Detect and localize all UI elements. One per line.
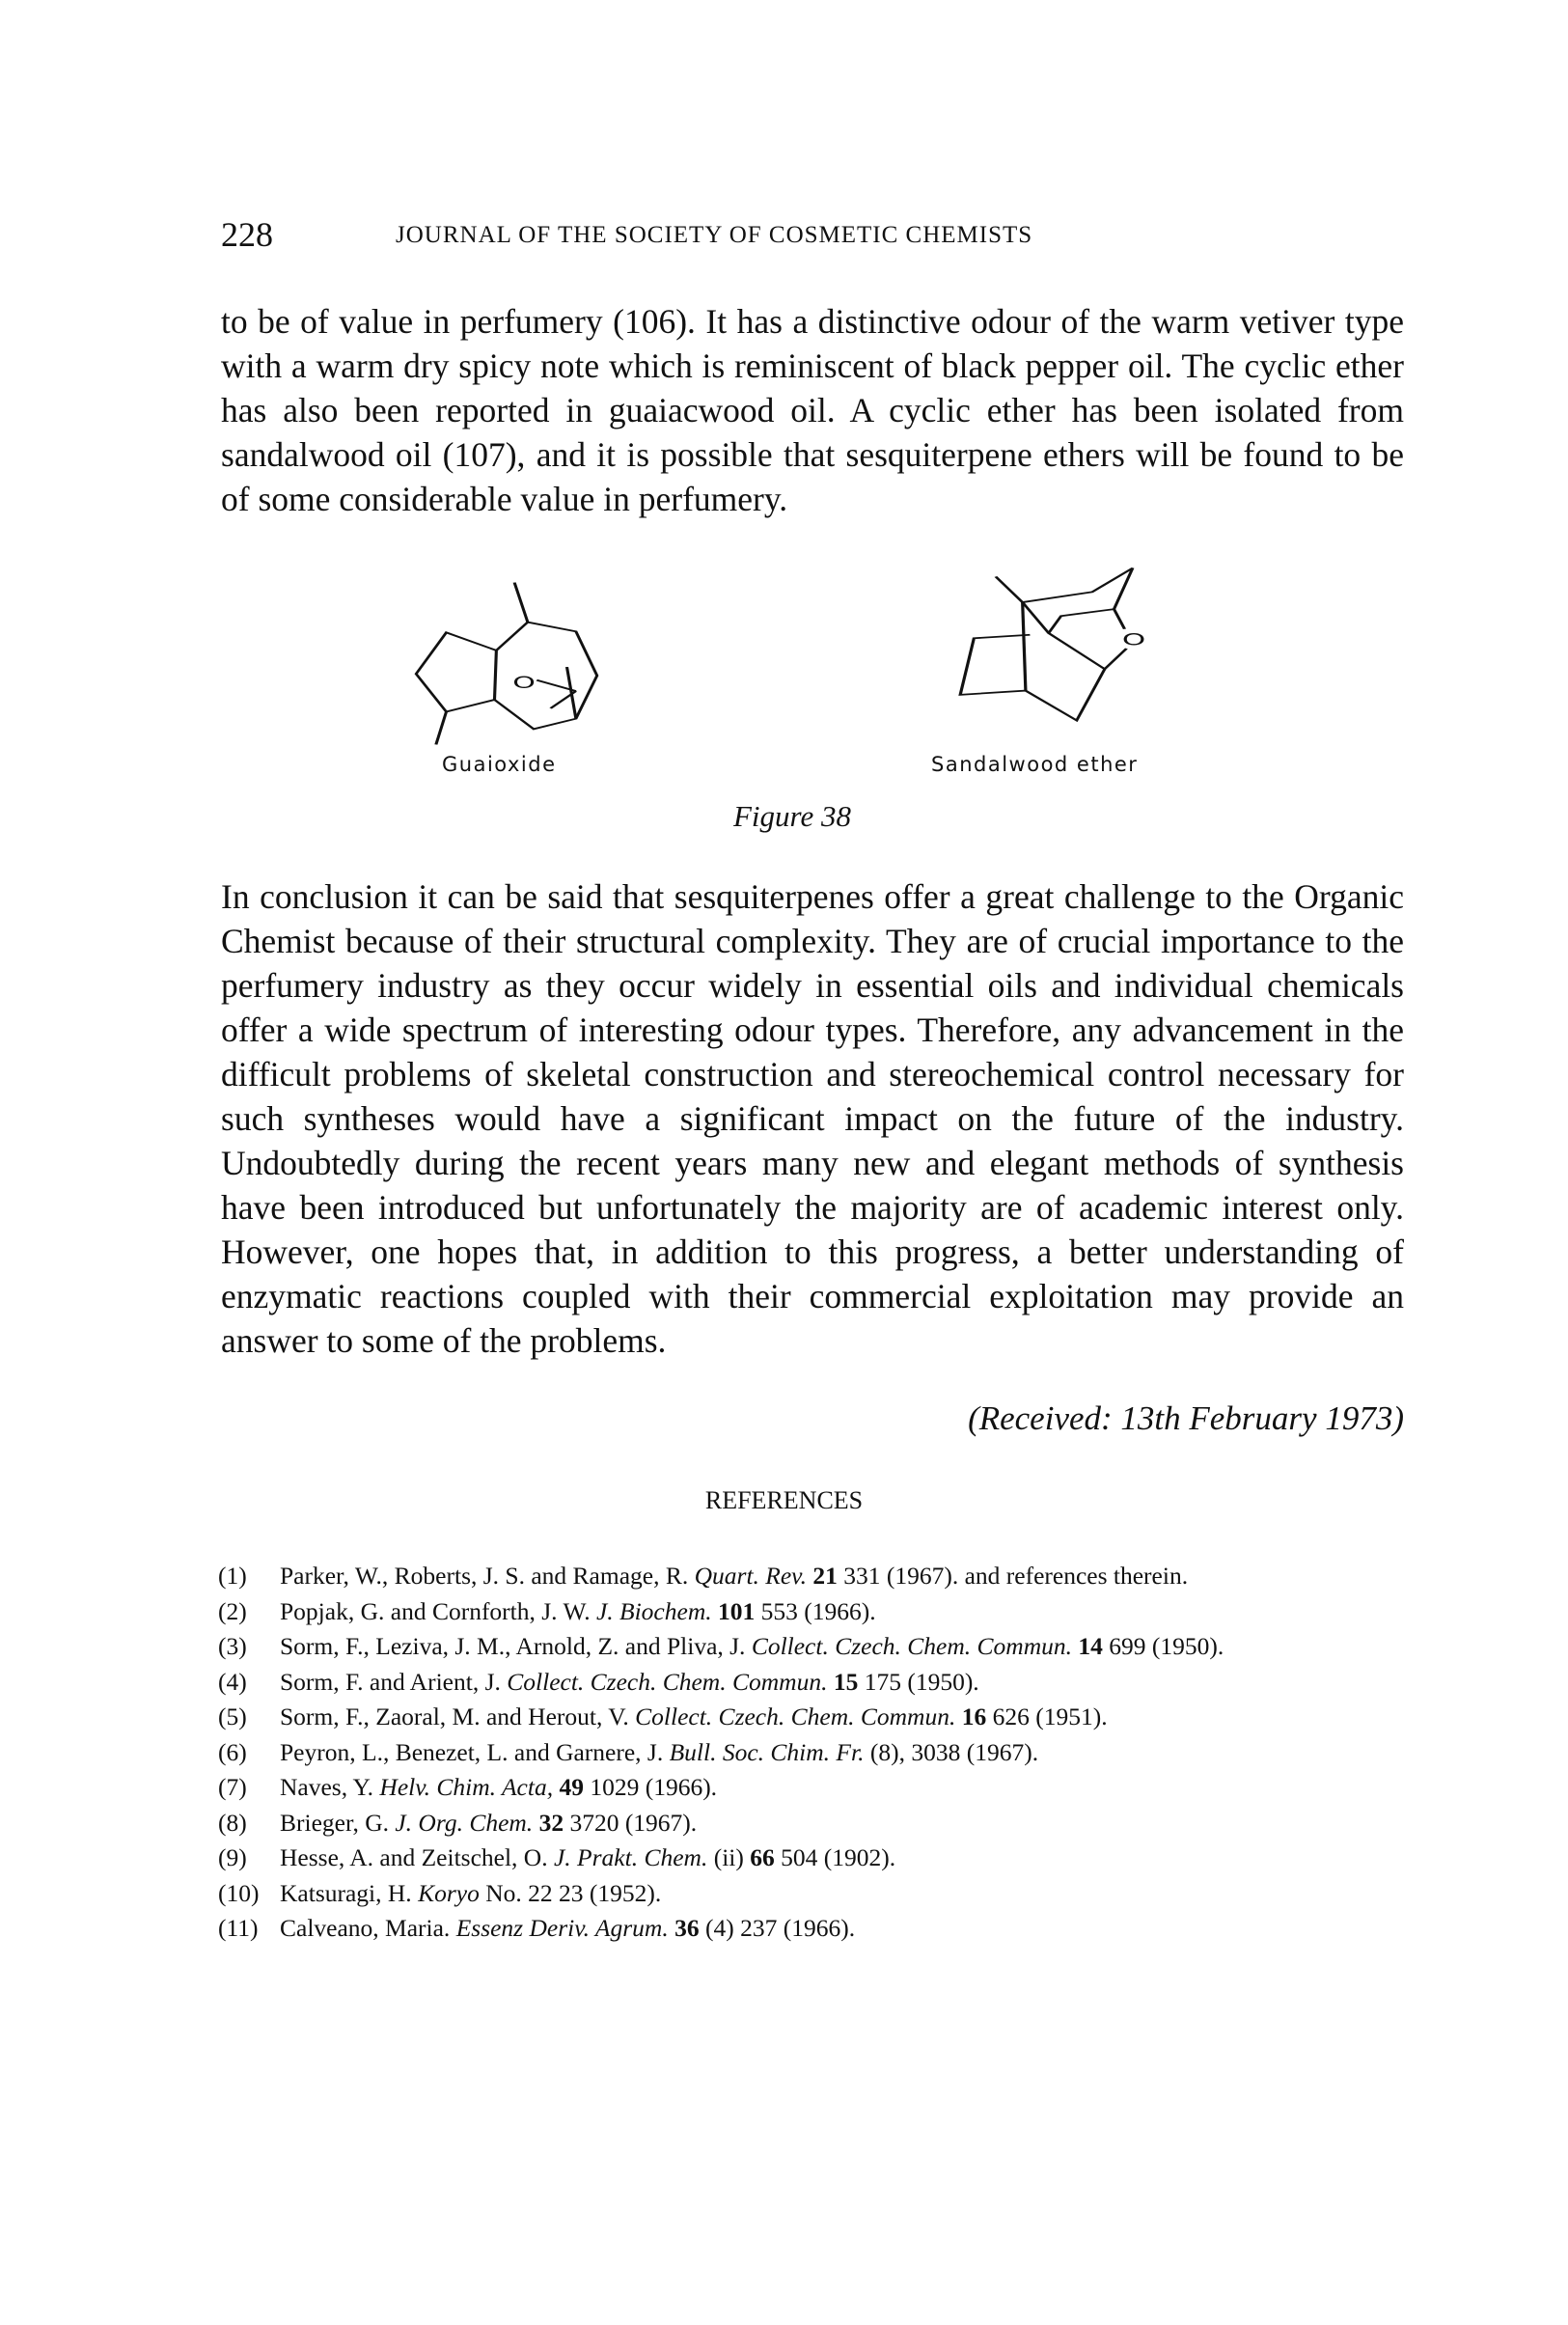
references-list [218, 1559, 1376, 1947]
reference-number: (2) [218, 1596, 247, 1625]
reference-number: (5) [218, 1702, 247, 1730]
guaioxide-structure [410, 579, 603, 748]
conclusion-paragraph: In conclusion it can be said that sesquiterpenes offer a great challenge to the Organic Chemist because of their structural complexity. They are of crucial importance to the perfumery industry as they occur widely in essential oils and individual chemicals offer a wide spectrum of interesting odour types. Therefore, any advancement in the difficult problems of skeletal construction and stereochemical control necessary for such syntheses would have a significant impact on the future of the industry. Undoubtedly during the recent years many new and elegant methods of synthesis have been introduced but unfortunately the majority are of academic interest only. However, one hopes that, in addition to this progress, a better understanding of enzymatic reactions coupled with their commercial exploitation may provide an answer to some of the problems. [221, 877, 1404, 1360]
reference-text [280, 1735, 1376, 1771]
reference-number: (6) [218, 1737, 247, 1766]
reference-text [280, 1911, 1376, 1947]
reference-authors: Sorm, F., Zaoral, M. and Herout, V. [280, 1702, 636, 1730]
reference-pages-year: 553 (1966). [755, 1596, 876, 1625]
reference-item [218, 1735, 1376, 1771]
reference-text [280, 1876, 1376, 1912]
reference-pages-year: 3720 (1967). [564, 1808, 698, 1837]
reference-pages-year: (8), 3038 (1967). [869, 1737, 1039, 1766]
reference-journal: Essenz Deriv. Agrum. [455, 1914, 669, 1942]
reference-number: (8) [218, 1808, 247, 1837]
reference-authors: Parker, W., Roberts, J. S. and Ramage, R. [280, 1562, 695, 1590]
reference-authors: Popjak, G. and Cornforth, J. W. [280, 1596, 596, 1625]
reference-authors: Katsuragi, H. [280, 1878, 419, 1907]
running-title: JOURNAL OF THE SOCIETY OF COSMETIC CHEMISTS [396, 222, 1033, 248]
reference-authors: Hesse, A. and Zeitschel, O. [280, 1843, 554, 1871]
reference-journal: Collect. Czech. Chem. Commun. [635, 1702, 956, 1730]
structure-label-guaioxide: Guaioxide [442, 753, 557, 776]
reference-number: (1) [218, 1562, 247, 1590]
reference-item [218, 1806, 1376, 1841]
reference-number: (4) [218, 1667, 247, 1696]
reference-text [280, 1665, 1376, 1701]
reference-journal: Koryo [418, 1878, 480, 1907]
reference-text [280, 1700, 1376, 1735]
reference-number: (11) [218, 1914, 259, 1942]
reference-journal: J. Org. Chem. [395, 1808, 534, 1837]
reference-journal: Quart. Rev. [694, 1562, 807, 1590]
reference-pages-year: No. 22 23 (1952). [485, 1878, 662, 1907]
reference-text [280, 1841, 1376, 1876]
reference-item [218, 1770, 1376, 1806]
reference-text [280, 1770, 1376, 1806]
sandalwood-ether-structure [955, 565, 1148, 724]
reference-text [280, 1594, 1376, 1630]
reference-volume: 49 [559, 1773, 584, 1801]
reference-volume: 101 [717, 1596, 756, 1625]
reference-item [218, 1594, 1376, 1630]
reference-item [218, 1665, 1376, 1701]
reference-journal: Bull. Soc. Chim. Fr. [669, 1737, 865, 1766]
reference-volume: 32 [538, 1808, 564, 1837]
page-number: 228 [221, 215, 273, 254]
reference-journal: Collect. Czech. Chem. Commun. [507, 1667, 828, 1696]
structure-label-sandalwood-ether: Sandalwood ether [931, 753, 1139, 776]
reference-volume: 36 [674, 1914, 700, 1942]
oxygen-atom: O [512, 673, 536, 693]
reference-authors: Brieger, G. [280, 1808, 396, 1837]
reference-pages-year: 504 (1902). [774, 1843, 896, 1871]
reference-number: (7) [218, 1773, 247, 1801]
reference-pages-year: 1029 (1966). [583, 1773, 718, 1801]
reference-journal: Helv. Chim. Acta, [379, 1773, 554, 1801]
reference-item [218, 1876, 1376, 1912]
reference-number: (3) [218, 1632, 247, 1660]
reference-authors: Sorm, F. and Arient, J. [280, 1667, 508, 1696]
reference-text [280, 1629, 1376, 1665]
reference-volume: 14 [1078, 1632, 1103, 1660]
reference-item [218, 1841, 1376, 1876]
reference-volume: 66 [750, 1843, 775, 1871]
reference-journal: Collect. Czech. Chem. Commun. [751, 1632, 1072, 1660]
reference-journal: J. Prakt. Chem. [553, 1843, 708, 1871]
reference-volume: 21 [812, 1562, 838, 1590]
reference-pages-year: 331 (1967). and references therein. [837, 1562, 1189, 1590]
reference-authors: Peyron, L., Benezet, L. and Garnere, J. [280, 1737, 670, 1766]
reference-item [218, 1629, 1376, 1665]
reference-volume: 16 [961, 1702, 987, 1730]
reference-volume: 15 [833, 1667, 859, 1696]
figure-caption: Figure 38 [733, 799, 851, 833]
reference-text [280, 1559, 1376, 1594]
oxygen-atom: O [1121, 629, 1146, 650]
reference-pages-year: (4) 237 (1966). [699, 1914, 856, 1942]
body-paragraph: to be of value in perfumery (106). It has a distinctive odour of the warm vetiver type with a warm dry spicy note which is reminiscent of black pepper oil. The cyclic ether has also been reported in guaiacwood oil. A cyclic ether has been isolated from sandalwood oil (107), and it is possible that sesquiterpene ethers will be found to be of some considerable value in perfumery. [221, 302, 1404, 518]
reference-text [280, 1806, 1376, 1841]
reference-authors: Naves, Y. [280, 1773, 380, 1801]
reference-item [218, 1700, 1376, 1735]
reference-number: (9) [218, 1843, 247, 1871]
reference-pages-year: 175 (1950). [858, 1667, 979, 1696]
reference-series: (ii) [707, 1843, 751, 1871]
references-heading: REFERENCES [704, 1486, 864, 1514]
reference-pages-year: 626 (1951). [986, 1702, 1108, 1730]
received-date: (Received: 13th February 1973) [968, 1399, 1404, 1437]
reference-authors: Sorm, F., Leziva, J. M., Arnold, Z. and Pliva, J. [280, 1632, 752, 1660]
reference-number: (10) [218, 1878, 260, 1907]
reference-authors: Calveano, Maria. [280, 1914, 456, 1942]
reference-pages-year: 699 (1950). [1102, 1632, 1224, 1660]
reference-journal: J. Biochem. [595, 1596, 712, 1625]
reference-item [218, 1911, 1376, 1947]
reference-item [218, 1559, 1376, 1594]
